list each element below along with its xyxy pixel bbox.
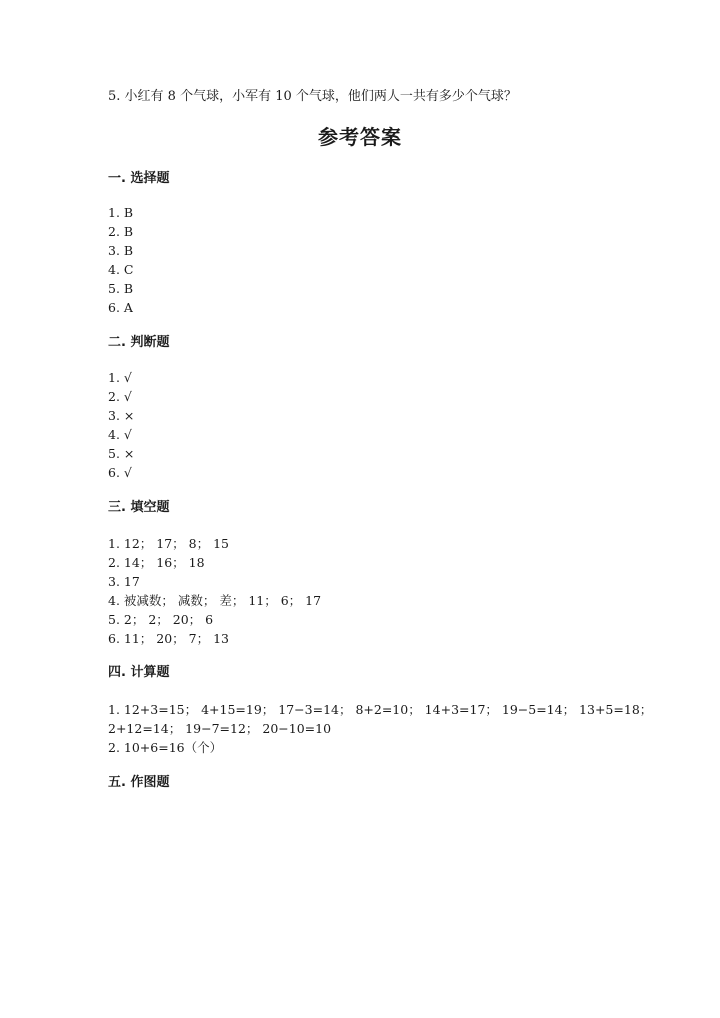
list-item: 2. B: [108, 224, 134, 239]
list-item: 2. 10+6=16（个）: [108, 740, 223, 755]
choice-answer-list: [108, 203, 133, 317]
list-item: 3. ×: [108, 408, 135, 423]
list-item: 3. B: [108, 243, 134, 258]
list-item: 1. √: [108, 370, 132, 385]
list-item: 4. 被减数； 减数； 差； 11； 6； 17: [108, 593, 322, 608]
list-item: 1. B: [108, 205, 134, 220]
list-item: 5. ×: [108, 446, 135, 461]
page-title: 参考答案: [318, 125, 402, 149]
calc-answer-list: [108, 700, 652, 757]
question-5: 5. 小红有 8 个气球，小军有 10 个气球，他们两人一共有多少个气球？: [108, 89, 517, 104]
list-item: 4. √: [108, 427, 132, 442]
list-item: 4. C: [108, 262, 134, 277]
section-heading-fill: 三. 填空题: [108, 500, 170, 515]
list-item: 6. 11； 20； 7； 13: [108, 631, 229, 646]
section-heading-judge: 二. 判断题: [108, 335, 170, 350]
list-item: 6. A: [108, 300, 133, 315]
list-item: 3. 17: [108, 574, 140, 589]
list-item: 2+12=14； 19−7=12； 20−10=10: [108, 721, 332, 736]
list-item: 1. 12+3=15； 4+15=19； 17−3=14； 8+2=10； 14+3=17； 19−5=14； 13+5=18；: [108, 702, 653, 717]
section-heading-calc: 四. 计算题: [108, 665, 170, 680]
judge-answer-list: [108, 368, 134, 482]
list-item: 6. √: [108, 465, 132, 480]
section-heading-choice: 一. 选择题: [108, 171, 170, 186]
list-item: 5. 2； 2； 20； 6: [108, 612, 214, 627]
list-item: 5. B: [108, 281, 134, 296]
section-heading-draw: 五. 作图题: [108, 775, 170, 790]
list-item: 2. 14； 16； 18: [108, 555, 205, 570]
fill-answer-list: [108, 534, 321, 648]
list-item: 2. √: [108, 389, 132, 404]
list-item: 1. 12； 17； 8； 15: [108, 536, 229, 551]
